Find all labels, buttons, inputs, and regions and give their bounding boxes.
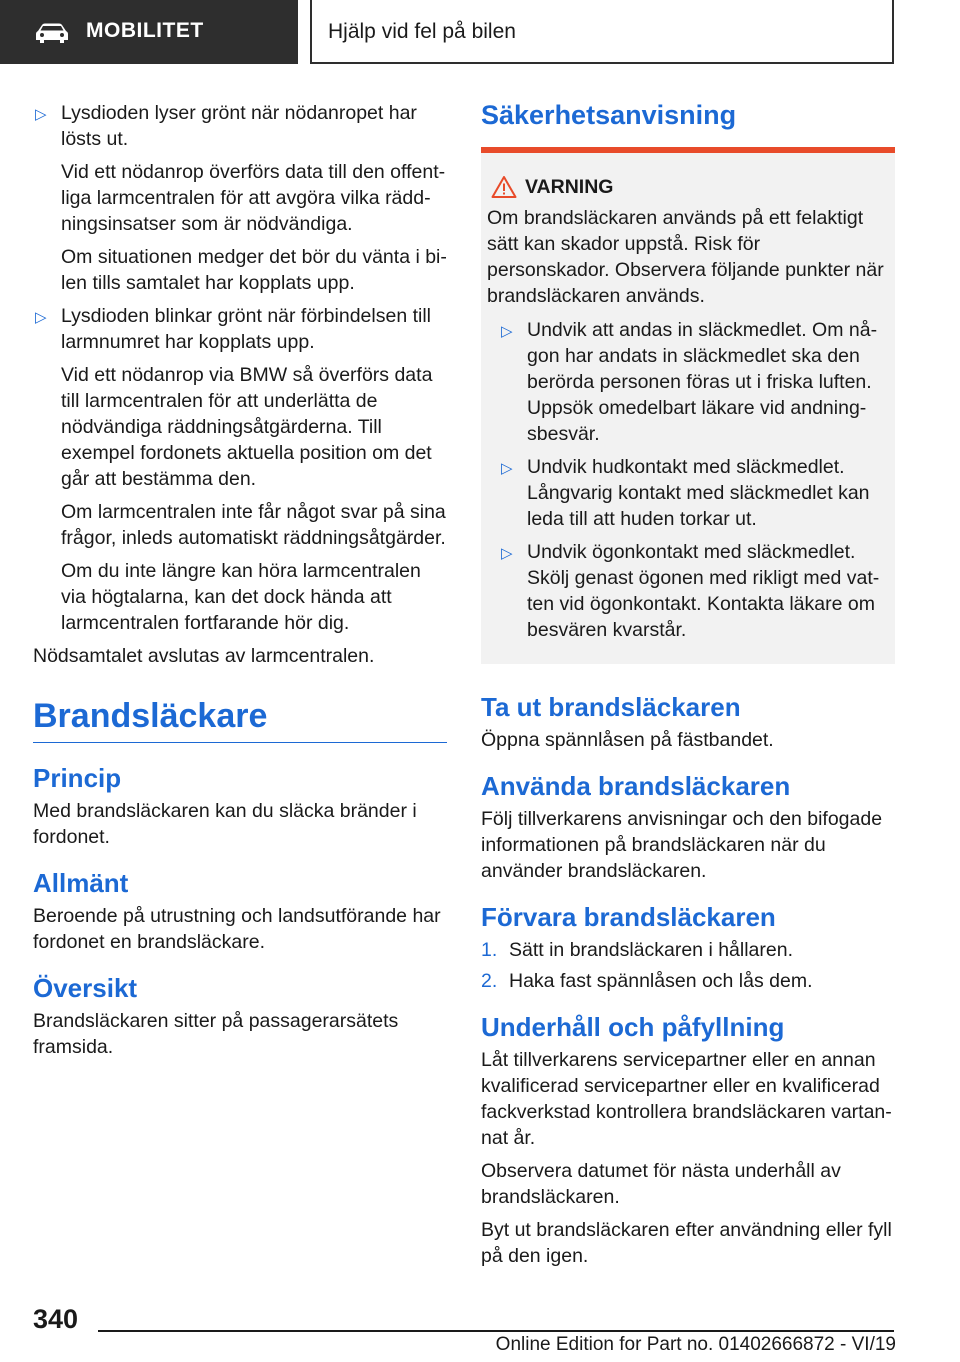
warning-triangle-icon <box>491 175 517 199</box>
allmant-text: Beroende på utrustning och landsutförande har fordonet en brandsläckare. <box>33 905 441 953</box>
bullet-title: Lysdioden blinkar grönt när förbindelsen till larmnumret har kopplats upp. <box>61 305 431 353</box>
step-text: Sätt in brandsläckaren i hållaren. <box>509 939 793 961</box>
warning-bullet-text: Undvik att andas in släckmedlet. Om någon har andats in släckmedlet ska den berörda personen föras ut i friska luften. Uppsök omedelbart läkare vid andningsbesvär. <box>527 319 878 445</box>
page-number: 340 <box>33 1304 79 1334</box>
chapter-heading: Brandsläckare <box>33 697 447 743</box>
triangle-bullet-icon: ▷ <box>35 106 47 123</box>
oversikt-text: Brandsläckaren sitter på passagerarsätets framsida. <box>33 1010 399 1058</box>
princip-text: Med brandsläckaren kan du släcka bränder i fordonet. <box>33 800 417 848</box>
warning-bullet <box>499 454 887 532</box>
safety-heading: Säkerhetsanvisning <box>481 100 737 130</box>
triangle-bullet-icon: ▷ <box>35 309 47 326</box>
warning-bullet-text: Undvik ögonkontakt med släckmedlet. Skölj genast ögonen med rikligt med vatten vid ögonkontakt. Kontakta läkare om besvären kvarstår. <box>527 541 880 641</box>
section-heading-allmant: Allmänt <box>33 868 129 898</box>
section-title: MOBILITET <box>86 19 204 42</box>
right-column <box>481 100 895 1276</box>
section-heading-store: Förvara brandsläckaren <box>481 902 776 932</box>
bullet-item <box>33 100 447 296</box>
warning-header <box>487 173 887 201</box>
warning-bullet <box>499 317 887 447</box>
chapter-tab <box>310 0 894 64</box>
maintenance-text-1: Låt tillverkarens servicepartner eller en annan kvalificerad servicepartner eller en kvalificerad fackverkstad kontrollera brandsläckaren vartannat år. <box>481 1049 892 1149</box>
step-item <box>481 937 895 963</box>
triangle-bullet-icon: ▷ <box>501 545 513 562</box>
warning-text: Om brandsläckaren används på ett felaktigt sätt kan skador uppstå. Risk för personskador. Observera följande punkter när brandsläckaren används. <box>487 207 884 307</box>
step-text: Haka fast spännlåsen och lås dem. <box>509 970 813 992</box>
section-heading-use: Använda brandsläckaren <box>481 771 791 801</box>
section-heading-take: Ta ut brandsläckaren <box>481 692 741 722</box>
step-item <box>481 968 895 994</box>
section-heading-maintenance: Underhåll och påfyllning <box>481 1012 785 1042</box>
edition-text: Online Edition for Part no. 01402666872 - VI/19 <box>495 1334 896 1355</box>
bullet-paragraph: Vid ett nödanrop överförs data till den offentliga larmcentralen för att avgöra vilka räddningsinsatser som är nödvändiga. <box>61 161 446 235</box>
warning-label: VARNING <box>525 176 614 198</box>
triangle-bullet-icon: ▷ <box>501 460 513 477</box>
page-footer <box>0 1290 960 1362</box>
warning-box <box>481 153 895 664</box>
bullet-item <box>33 303 447 636</box>
maintenance-text-3: Byt ut brandsläckaren efter användning eller fyll på den igen. <box>481 1219 892 1267</box>
bullet-paragraph: Om du inte längre kan höra larmcentralen via högtalarna, kan det dock hända att larmcentralen fortfarande hör dig. <box>61 560 421 634</box>
closing-text: Nödsamtalet avslutas av larmcentralen. <box>33 645 375 667</box>
step-number: 2. <box>481 970 498 992</box>
footer-rule <box>98 1330 894 1332</box>
warning-bullet <box>499 539 887 643</box>
maintenance-text-2: Observera datumet för nästa underhåll av brandsläckaren. <box>481 1160 841 1208</box>
section-heading-princip: Princip <box>33 763 122 793</box>
chapter-title: Hjälp vid fel på bilen <box>328 20 516 43</box>
take-text: Öppna spännlåsen på fästbandet. <box>481 729 774 751</box>
warning-bullet-text: Undvik hudkontakt med släckmedlet. Långvarig kontakt med släckmedlet kan leda till att huden torkar ut. <box>527 456 870 530</box>
page-header <box>0 0 960 66</box>
triangle-bullet-icon: ▷ <box>501 323 513 340</box>
car-icon <box>34 22 70 44</box>
bullet-title: Lysdioden lyser grönt när nödanropet har lösts ut. <box>61 102 417 150</box>
section-heading-oversikt: Översikt <box>33 973 138 1003</box>
bullet-paragraph: Om situationen medger det bör du vänta i bilen tills samtalet har kopplats upp. <box>61 246 447 294</box>
section-tab <box>0 0 298 64</box>
step-number: 1. <box>481 939 498 961</box>
bullet-paragraph: Om larmcentralen inte får något svar på sina frågor, inleds automatiskt räddningsåtgärder. <box>61 501 446 549</box>
bullet-paragraph: Vid ett nödanrop via BMW så överförs data till larmcentralen för att underlätta de nödvändiga räddningsåtgärderna. Till exempel fordonets aktuella position om det går att bestämma den. <box>61 364 433 490</box>
left-column <box>33 100 447 1067</box>
use-text: Följ tillverkarens anvisningar och den bifogade informationen på brandsläckaren när du använder brandsläckaren. <box>481 808 883 882</box>
